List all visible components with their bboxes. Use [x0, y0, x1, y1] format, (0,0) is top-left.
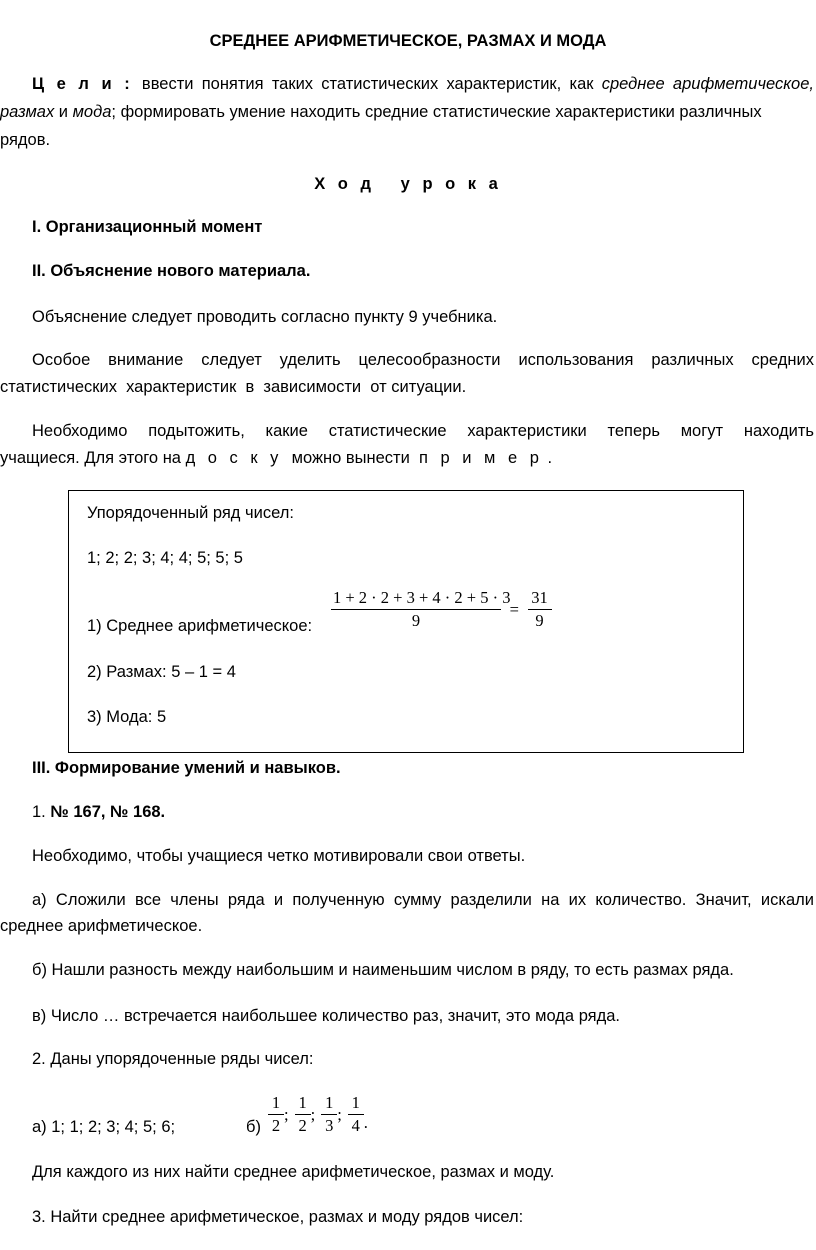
word: характеристики [467, 422, 587, 440]
text: . [542, 449, 553, 467]
section-3-heading: III. Формирование умений и навыков. [32, 759, 341, 777]
text: можно вынести [282, 449, 419, 467]
word: разделили [450, 891, 532, 909]
word: подытожить, [148, 422, 245, 440]
page-title: СРЕДНЕЕ АРИФМЕТИЧЕСКОЕ, РАЗМАХ И МОДА [209, 32, 607, 50]
task-2-b-label: б) [246, 1118, 261, 1136]
mode-line: 3) Мода: 5 [87, 708, 167, 726]
word: внимание [108, 351, 184, 369]
fraction-numerator: 1 [348, 1092, 364, 1115]
task-number: 1. [32, 803, 51, 821]
goals-word: характеристик, [446, 75, 562, 93]
paragraph-2-line-1 [0, 349, 816, 371]
separator: . [363, 1112, 368, 1132]
example-heading: Упорядоченный ряд чисел: [87, 504, 294, 522]
fraction-numerator: 1 [268, 1092, 284, 1115]
mean-numerator: 1 + 2 · 2 + 3 + 4 · 2 + 5 · 3 [331, 587, 501, 610]
word: Значит, [695, 891, 752, 909]
goals-line-2 [0, 101, 816, 123]
word: какие [265, 422, 308, 440]
mean-formula [331, 587, 552, 632]
answer-a-line-1 [0, 889, 816, 911]
word: члены [170, 891, 219, 909]
section-1-heading: I. Организационный момент [32, 218, 263, 236]
fraction [268, 1092, 284, 1137]
example-box [68, 490, 744, 753]
word: теперь [607, 422, 660, 440]
task-exercises: № 167, № 168. [50, 803, 166, 821]
spaced-text: п р и м е р [418, 449, 543, 467]
word: Особое [32, 351, 91, 369]
mean-result-denominator: 9 [535, 611, 544, 630]
word: ряда [227, 891, 265, 909]
range-line: 2) Размах: 5 – 1 = 4 [87, 663, 236, 681]
word: на [541, 891, 560, 909]
goals-label: Ц е л и : [32, 75, 134, 93]
goals-term: мода [72, 103, 112, 121]
word: и [273, 891, 284, 909]
goals-word: ввести [141, 75, 194, 93]
word: могут [680, 422, 724, 440]
example-series: 1; 2; 2; 3; 4; 4; 5; 5; 5 [87, 549, 243, 567]
word: полученную [292, 891, 385, 909]
word: различных [651, 351, 734, 369]
goals-word: как [569, 75, 594, 93]
goals-term: размах [0, 103, 55, 121]
word: количество. [595, 891, 687, 909]
answer-c: в) Число … встречается наибольшее количество раз, значит, это мода ряда. [32, 1007, 621, 1025]
fraction-denominator: 4 [351, 1116, 360, 1135]
task-3: 3. Найти среднее арифметическое, размах и моду рядов чисел: [32, 1208, 524, 1226]
task-2: 2. Даны упорядоченные ряды чисел: [32, 1050, 314, 1068]
goals-line-3: рядов. [0, 131, 51, 149]
answer-a-line-2: среднее арифметическое. [0, 917, 203, 935]
fraction [295, 1092, 311, 1137]
text: учащиеся. Для этого на [0, 449, 186, 467]
fraction [348, 1092, 364, 1137]
answer-b: б) Нашли разность между наибольшим и наименьшим числом в ряду, то есть размах ряда. [32, 961, 734, 979]
task-1 [0, 801, 816, 823]
fraction-denominator: 2 [298, 1116, 307, 1135]
task-2-instruction: Для каждого из них найти среднее арифметическое, размах и моду. [32, 1163, 555, 1181]
mean-result [528, 587, 552, 632]
paragraph-2-line-2: статистических характеристик в зависимости от ситуации. [0, 378, 467, 396]
word: находить [743, 422, 814, 440]
fraction-numerator: 1 [295, 1092, 311, 1115]
goals-word: арифметическое, [672, 75, 814, 93]
spaced-text: д о с к у [185, 449, 283, 467]
word: уделить [279, 351, 341, 369]
paragraph-1: Объяснение следует проводить согласно пункту 9 учебника. [32, 308, 498, 326]
separator: ; [310, 1104, 316, 1124]
word: искали [760, 891, 814, 909]
goals-text: ; формировать умение находить средние статистические характеристики различных [111, 103, 762, 121]
word: использования [518, 351, 634, 369]
paragraph-3-line-1 [0, 420, 816, 442]
goals-text: и [54, 103, 73, 121]
goals-word: таких [271, 75, 314, 93]
paragraph-3-line-2 [0, 447, 816, 469]
fraction-denominator: 3 [325, 1116, 334, 1135]
word: статистические [328, 422, 447, 440]
word: целесообразности [358, 351, 501, 369]
word: сумму [393, 891, 442, 909]
word: их [568, 891, 587, 909]
separator: ; [284, 1104, 289, 1124]
word: Необходимо [32, 422, 128, 440]
word: следует [201, 351, 262, 369]
lesson-heading: Х о д у р о к а [314, 175, 502, 193]
word: все [135, 891, 162, 909]
mean-result-numerator: 31 [528, 587, 552, 610]
task-1-note: Необходимо, чтобы учащиеся четко мотивировали свои ответы. [32, 847, 526, 865]
fraction [321, 1092, 337, 1137]
word: Сложили [55, 891, 126, 909]
section-2-heading: II. Объяснение нового материала. [32, 262, 311, 280]
goals-word: понятия [201, 75, 264, 93]
fraction-denominator: 2 [271, 1116, 281, 1135]
task-2-a: а) 1; 1; 2; 3; 4; 5; 6; [32, 1118, 176, 1136]
goals-word: статистических [321, 75, 439, 93]
separator: ; [337, 1104, 342, 1124]
word: а) [32, 891, 47, 909]
word: средних [751, 351, 814, 369]
equals-sign: = [509, 599, 519, 619]
task-2-b-fractions [268, 1092, 368, 1137]
goals-line-1 [0, 73, 816, 95]
mean-denominator: 9 [411, 611, 421, 630]
mean-label: 1) Среднее арифметическое: [87, 617, 313, 635]
goals-word: среднее [601, 75, 665, 93]
mean-fraction [331, 587, 511, 632]
fraction-numerator: 1 [321, 1092, 337, 1115]
